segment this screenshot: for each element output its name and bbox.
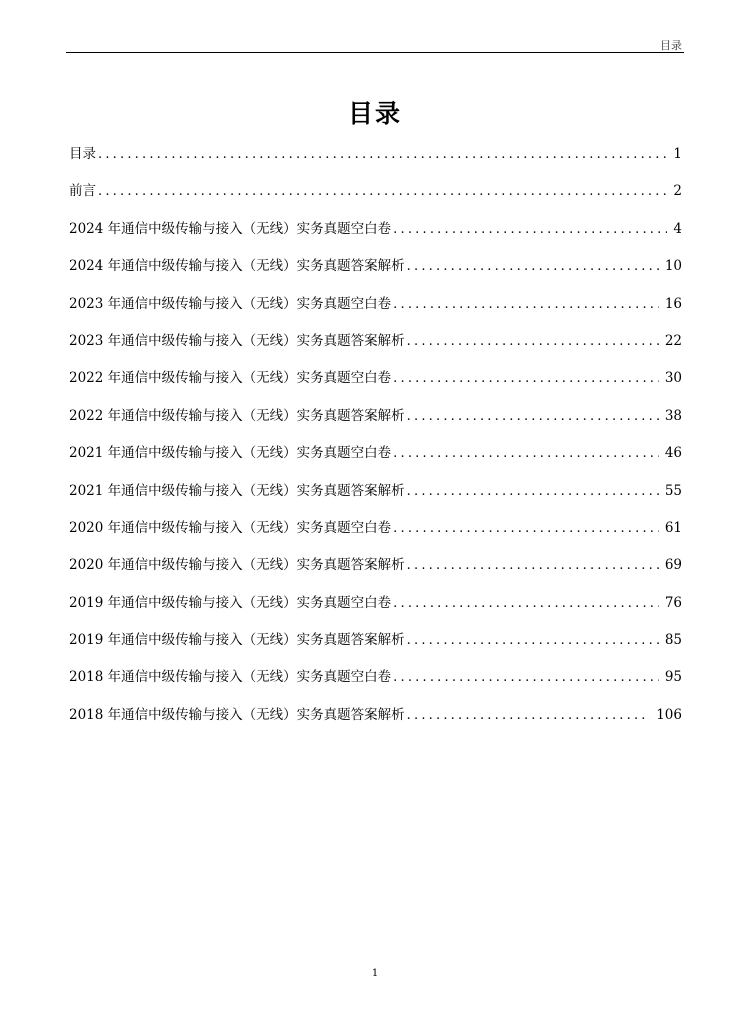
toc-dot-leader <box>98 178 667 206</box>
toc-dot-leader <box>393 664 659 692</box>
toc-entry[interactable] <box>69 477 682 514</box>
toc-dot-leader <box>407 552 659 580</box>
toc-page-number: 106 <box>656 706 682 723</box>
toc-entry-label: 前言 <box>69 183 96 200</box>
toc-dot-leader <box>393 216 667 244</box>
running-header: 目录 <box>660 39 682 52</box>
toc-entry[interactable] <box>69 663 682 700</box>
toc-entry-label: 目录 <box>69 146 96 162</box>
toc-page-number: 22 <box>664 332 682 349</box>
toc-page-number: 1 <box>673 146 682 162</box>
toc-page-number: 10 <box>664 258 682 275</box>
toc-page-number: 38 <box>664 407 682 424</box>
toc-dot-leader <box>393 365 659 393</box>
toc-entry[interactable] <box>69 177 682 214</box>
toc-entry-label: 2018 年通信中级传输与接入（无线）实务真题空白卷 <box>69 669 392 686</box>
toc-page-number: 69 <box>664 557 682 574</box>
toc-page-number: 76 <box>664 594 682 611</box>
toc-dot-leader <box>98 141 667 169</box>
toc-entry-label: 2019 年通信中级传输与接入（无线）实务真题空白卷 <box>69 594 392 611</box>
toc-entry[interactable] <box>69 402 682 439</box>
toc-entry[interactable] <box>69 439 682 476</box>
toc-page-number: 2 <box>673 183 682 200</box>
toc-entry-label: 2022 年通信中级传输与接入（无线）实务真题答案解析 <box>69 407 405 424</box>
toc-entry-label: 2021 年通信中级传输与接入（无线）实务真题空白卷 <box>69 445 392 462</box>
toc-entry[interactable] <box>69 252 682 289</box>
toc-entry[interactable] <box>69 290 682 327</box>
toc-dot-leader <box>393 291 659 319</box>
toc-page-number: 85 <box>664 632 682 649</box>
toc-entry[interactable] <box>69 589 682 626</box>
toc-entry-label: 2019 年通信中级传输与接入（无线）实务真题答案解析 <box>69 632 405 649</box>
toc-entry-label: 2020 年通信中级传输与接入（无线）实务真题答案解析 <box>69 557 405 574</box>
toc-page-number: 55 <box>664 482 682 499</box>
toc-page-number: 46 <box>664 445 682 462</box>
toc-entry-label: 2023 年通信中级传输与接入（无线）实务真题答案解析 <box>69 332 405 349</box>
toc-dot-leader <box>407 702 651 730</box>
toc-page-number: 95 <box>664 669 682 686</box>
toc-entry[interactable] <box>69 327 682 364</box>
toc-page-number: 16 <box>664 295 682 312</box>
toc-dot-leader <box>407 478 659 506</box>
page-header <box>66 30 684 53</box>
toc-dot-leader <box>407 627 659 655</box>
toc-entry[interactable] <box>69 701 682 738</box>
toc-dot-leader <box>407 403 659 431</box>
toc-entry[interactable] <box>69 626 682 663</box>
toc-entry-label: 2021 年通信中级传输与接入（无线）实务真题答案解析 <box>69 482 405 499</box>
page-footer <box>0 968 750 979</box>
toc-page-number: 30 <box>664 370 682 387</box>
toc-entry[interactable] <box>69 364 682 401</box>
toc-entry[interactable] <box>69 514 682 551</box>
toc-entry[interactable] <box>69 551 682 588</box>
toc-entry-label: 2018 年通信中级传输与接入（无线）实务真题答案解析 <box>69 706 405 723</box>
toc-entry-label: 2020 年通信中级传输与接入（无线）实务真题空白卷 <box>69 519 392 536</box>
table-of-contents <box>69 140 682 738</box>
toc-dot-leader <box>393 440 659 468</box>
toc-page-number: 4 <box>673 220 682 237</box>
toc-dot-leader <box>407 328 659 356</box>
toc-entry-label: 2023 年通信中级传输与接入（无线）实务真题空白卷 <box>69 295 392 312</box>
toc-entry-label: 2022 年通信中级传输与接入（无线）实务真题空白卷 <box>69 370 392 387</box>
page-number: 1 <box>371 968 379 979</box>
toc-entry-label: 2024 年通信中级传输与接入（无线）实务真题空白卷 <box>69 220 392 237</box>
toc-entry[interactable] <box>69 215 682 252</box>
toc-dot-leader <box>407 253 659 281</box>
toc-entry[interactable] <box>69 140 682 177</box>
toc-dot-leader <box>393 590 659 618</box>
toc-page-number: 61 <box>664 519 682 536</box>
toc-entry-label: 2024 年通信中级传输与接入（无线）实务真题答案解析 <box>69 258 405 275</box>
page-title: 目录 <box>347 99 402 128</box>
toc-dot-leader <box>393 515 659 543</box>
